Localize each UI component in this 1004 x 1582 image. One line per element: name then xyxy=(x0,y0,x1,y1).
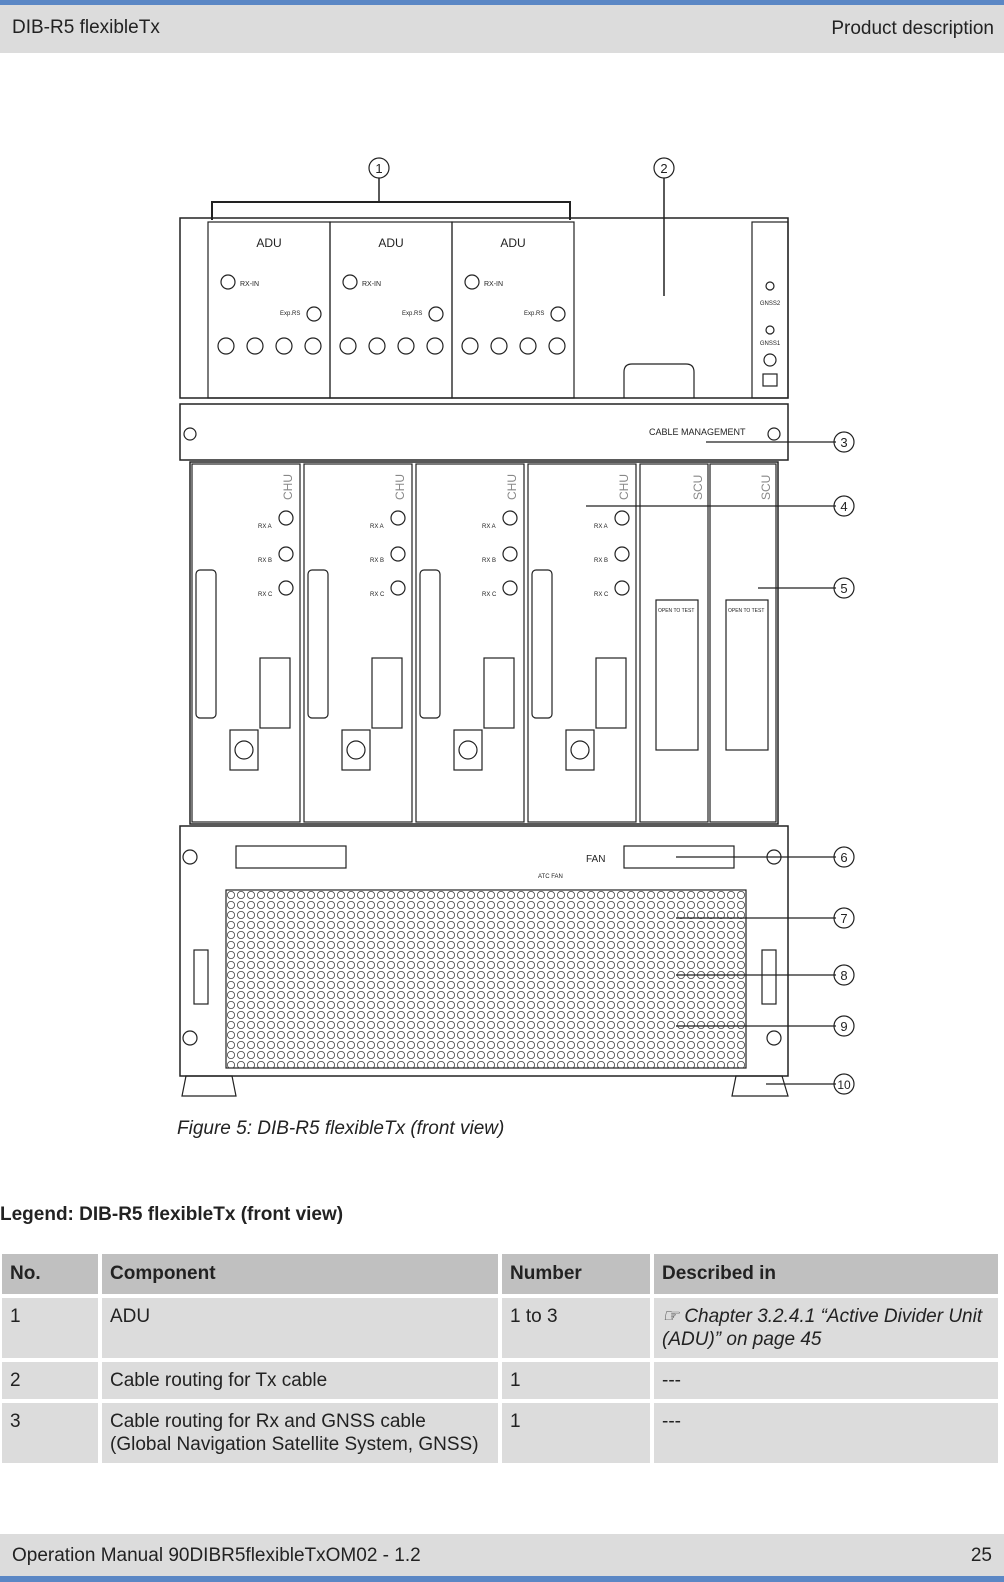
chu-module-4 xyxy=(528,464,636,822)
rx-a-label: RX A xyxy=(258,524,272,530)
cell-described-in: --- xyxy=(654,1362,998,1399)
scu-label: SCU xyxy=(691,474,705,500)
column-header-component: Component xyxy=(102,1254,498,1294)
cell-number: 1 xyxy=(502,1403,650,1463)
chu-label: CHU xyxy=(505,474,519,500)
rx-in-label: RX-IN xyxy=(240,281,260,288)
rx-c-label: RX C xyxy=(594,592,609,598)
cell-component: Cable routing for Tx cable xyxy=(102,1362,498,1399)
column-header-described-in: Described in xyxy=(654,1254,998,1294)
callout-1: 1 xyxy=(375,161,383,176)
adu-label: ADU xyxy=(256,236,282,250)
cell-component: ADU xyxy=(102,1298,498,1358)
rx-c-label: RX C xyxy=(482,592,497,598)
adu-module-2 xyxy=(330,222,452,398)
front-view-svg xyxy=(176,150,876,1110)
rx-in-label: RX-IN xyxy=(362,281,382,288)
table-row xyxy=(2,1298,998,1358)
fan-label: FAN xyxy=(586,854,606,865)
rx-b-label: RX B xyxy=(482,558,497,564)
callout-2: 2 xyxy=(660,161,668,176)
figure-caption: Figure 5: DIB-R5 flexibleTx (front view) xyxy=(177,1118,505,1139)
hand-pointer-icon: ☞ xyxy=(662,1306,680,1327)
rx-in-label: RX-IN xyxy=(484,281,504,288)
callout-4: 4 xyxy=(840,499,848,514)
open-to-test-label: OPEN TO TEST xyxy=(658,608,695,614)
callout-5: 5 xyxy=(840,581,848,596)
callout-9: 9 xyxy=(840,1019,848,1034)
chu-label: CHU xyxy=(393,474,407,500)
chu-label: CHU xyxy=(281,474,295,500)
chu-label: CHU xyxy=(617,474,631,500)
gnss1-label: GNSS1 xyxy=(759,341,781,347)
rx-c-label: RX C xyxy=(370,592,385,598)
table-row xyxy=(2,1403,998,1463)
legend-header-row xyxy=(2,1254,998,1294)
front-view-drawing xyxy=(176,150,876,1110)
exp-rs-label: Exp.RS xyxy=(280,311,301,317)
table-row xyxy=(2,1362,998,1399)
chu-module-1 xyxy=(192,464,300,822)
cell-number: 1 xyxy=(502,1362,650,1399)
rx-a-label: RX A xyxy=(482,524,496,530)
rx-a-label: RX A xyxy=(370,524,384,530)
footer-manual-title: Operation Manual 90DIBR5flexibleTxOM02 - 1.2 xyxy=(12,1545,421,1566)
adu-module-1 xyxy=(208,222,330,398)
scu-label: SCU xyxy=(759,474,773,500)
adu-module-3 xyxy=(452,222,574,398)
bottom-accent-bar xyxy=(0,1576,1004,1582)
cable-management-label: CABLE MANAGEMENT xyxy=(649,427,746,437)
page-number: 25 xyxy=(970,1545,992,1566)
rx-b-label: RX B xyxy=(370,558,385,564)
rx-b-label: RX B xyxy=(594,558,609,564)
callout-3: 3 xyxy=(840,435,848,450)
adu-label: ADU xyxy=(378,236,404,250)
rx-a-label: RX A xyxy=(594,524,608,530)
header-document-title: DIB-R5 flexibleTx xyxy=(12,17,160,38)
callout-10: 10 xyxy=(837,1078,851,1092)
chu-module-2 xyxy=(304,464,412,822)
cell-no: 3 xyxy=(2,1403,98,1463)
rx-c-label: RX C xyxy=(258,592,273,598)
cell-no: 2 xyxy=(2,1362,98,1399)
legend-table xyxy=(0,1250,1002,1467)
cell-component: Cable routing for Rx and GNSS cable (Global Navigation Satellite System, GNSS) xyxy=(102,1403,498,1463)
legend-title: Legend: DIB-R5 flexibleTx (front view) xyxy=(0,1204,344,1225)
exp-rs-label: Exp.RS xyxy=(402,311,423,317)
rx-b-label: RX B xyxy=(258,558,273,564)
callout-7: 7 xyxy=(840,911,848,926)
cell-described-in: --- xyxy=(654,1403,998,1463)
exp-rs-label: Exp.RS xyxy=(524,311,545,317)
cell-described-in[interactable] xyxy=(654,1298,998,1358)
cell-no: 1 xyxy=(2,1298,98,1358)
scu-module-2 xyxy=(710,464,776,822)
callout-8: 8 xyxy=(840,968,848,983)
open-to-test-label: OPEN TO TEST xyxy=(728,608,765,614)
chapter-reference-link[interactable]: Chapter 3.2.4.1 “Active Divider Unit (ADU)” on page 45 xyxy=(662,1306,983,1350)
adu-label: ADU xyxy=(500,236,526,250)
scu-module-1 xyxy=(640,464,708,822)
column-header-number: Number xyxy=(502,1254,650,1294)
cell-number: 1 to 3 xyxy=(502,1298,650,1358)
page-footer xyxy=(0,1534,1004,1576)
callout-6: 6 xyxy=(840,850,848,865)
gnss2-label: GNSS2 xyxy=(759,301,781,307)
column-header-no: No. xyxy=(2,1254,98,1294)
page-header xyxy=(0,5,1004,53)
header-section-title: Product description xyxy=(831,18,994,39)
chu-module-3 xyxy=(416,464,524,822)
atc-fan-label: ATC FAN xyxy=(538,874,563,880)
